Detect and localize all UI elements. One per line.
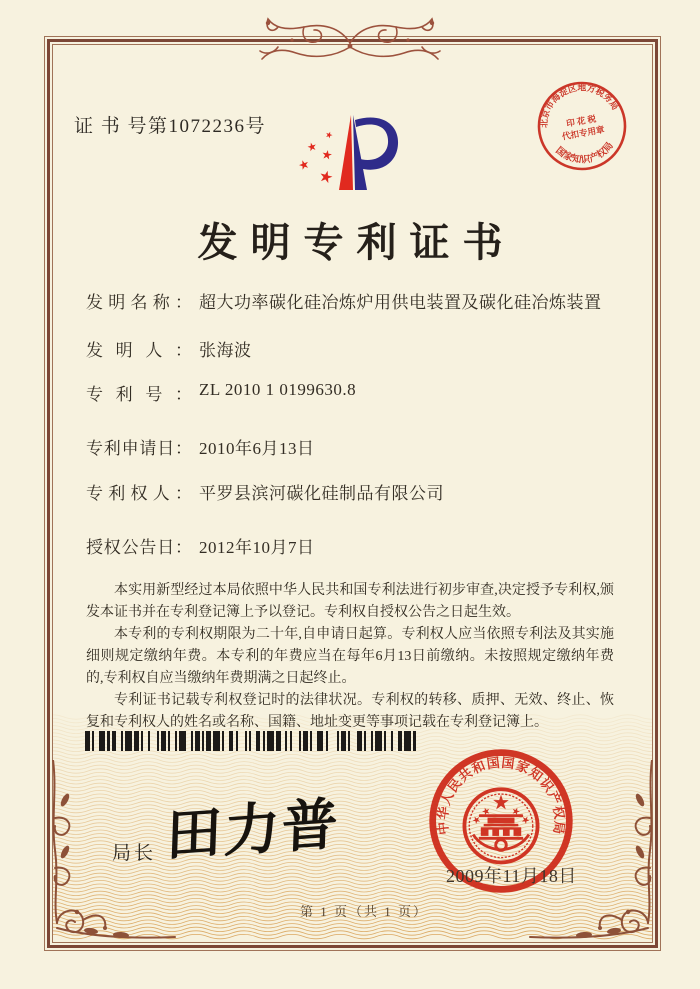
legal-paragraph-3: 专利证书记载专利权登记时的法律状况。专利权的转移、质押、无效、终止、恢复和专利权人的姓名或名称、国籍、地址变更等事项记载在专利登记簿上。 [86,693,614,730]
tax-withholding-stamp-seal [526,70,637,181]
field-application-date [86,434,616,459]
field-label: 授权公告日： [86,538,192,557]
field-value: ZL 2010 1 0199630.8 [199,380,357,399]
top-flourish-ornament-icon [244,16,456,66]
director-title-label: 局长 [112,843,157,864]
tax-stamp-center-line1: 印 花 税 [565,113,597,129]
field-label: 发明人： [86,341,192,360]
issue-date: 2009年11月18日 [446,866,577,886]
field-label: 专利号： [86,385,192,404]
tax-stamp-bottom-text: 国家知识产权局 [553,140,616,166]
legal-paragraph-1: 本实用新型经过本局依照中华人民共和国专利法进行初步审查,决定授予专利权,颁发本证书并在专利登记簿上予以登记。专利权自授权公告之日起生效。 [86,583,614,620]
certificate-title: 发明专利证书 [197,220,516,265]
field-patent-number [86,380,616,405]
field-label: 专利申请日： [86,439,192,458]
legal-text-block [86,580,614,734]
field-value: 平罗县滨河碳化硅制品有限公司 [199,484,444,503]
field-label: 专利权人： [86,484,192,503]
field-grant-date [86,533,616,558]
field-value: 超大功率碳化硅冶炼炉用供电装置及碳化硅冶炼装置 [199,293,602,312]
director-signature: 田力普 [164,793,341,869]
certificate-number: 证 书 号第1072236号 [74,116,267,137]
tax-stamp-top-text: 北京市海淀区地方税务局 [538,82,621,129]
legal-paragraph-2: 本专利的专利权期限为二十年,自申请日起算。专利权人应当依照专利法及其实施细则规定缴纳年费。本专利的年费应当在每年6月13日前缴纳。未按照规定缴纳年费的,专利权自应当缴纳年费期满之日起终止。 [86,627,614,686]
field-value: 2012年10月7日 [199,538,315,557]
field-value: 张海波 [199,341,252,360]
field-patentee [86,479,616,504]
field-inventor [86,336,616,361]
barcode [85,731,420,751]
seal-ring-text: 中华人民共和国国家知识产权局 [434,754,568,836]
field-label: 发明名称： [86,293,192,312]
field-invention-name [86,288,616,313]
patent-office-logo-icon [297,106,407,196]
field-value: 2010年6月13日 [199,439,315,458]
tax-stamp-center-line2: 代扣专用章 [561,124,606,142]
national-emblem-icon [464,789,537,862]
page-number-footer: 第 1 页（共 1 页） [299,904,428,919]
